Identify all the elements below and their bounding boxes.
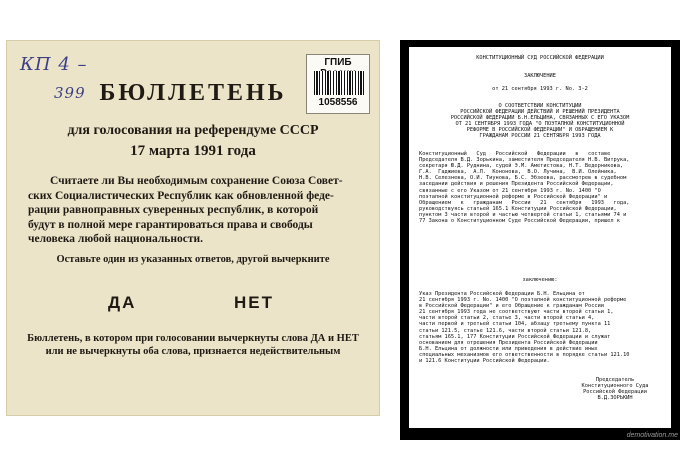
court-document-page [409, 47, 671, 428]
intro-line: пунктом 3 части второй и частью четвертой статьи 1, статьями 74 и [419, 211, 627, 218]
stamp-code: 1058556 [318, 97, 358, 108]
subject-line: РОССИЙСКОЙ ФЕДЕРАЦИИ ДЕЙСТВИЙ И РЕШЕНИЙ ПРЕЗИДЕНТА [460, 109, 620, 116]
document-subject [409, 103, 671, 140]
subject-line: РОССИЙСКОЙ ФЕДЕРАЦИИ Б.Н.ЕЛЬЦИНА, СВЯЗАННЫХ С ЕГО УКАЗОМ [450, 115, 630, 122]
intro-line: Конституционный Суд Российской Федерации в составе [419, 151, 611, 157]
subject-line: РЕФОРМЕ В РОССИЙСКОЙ ФЕДЕРАЦИИ" И ОБРАЩЕНИЕМ К [466, 127, 614, 134]
stamp-title: ГПИБ [324, 57, 352, 68]
handwritten-archive-mark: КП 4 – [20, 54, 88, 75]
intro-line: руководствуясь статьей 165.1 Конституции Российской Федерации, [419, 205, 617, 212]
conclusion-title-text: ЗАКЛЮЧЕНИЕ [524, 73, 556, 79]
intro-line: связанные с его Указом от 21 сентября 1993 г. No. 1400 "О [419, 187, 601, 194]
signature-line: В.Д.ЗОРЬКИН [597, 395, 633, 402]
ballot-subtitle: для голосования на референдуме СССР [67, 123, 319, 138]
subject-line: ГРАЖДАНАМ РОССИИ 21 СЕНТЯБРЯ 1993 ГОДА [479, 133, 601, 140]
body-line: части первой и третьей статьи 104, абзацу третьему пункта 11 [419, 321, 611, 328]
document-number [409, 86, 671, 92]
conclusion-word-text: заключению: [522, 277, 558, 283]
question-line: Считаете ли Вы необходимым сохранение Союза Совет- [50, 175, 343, 187]
intro-line: Председателя В.Д. Зорькина, заместителя Председателя Н.В. Витрука, [419, 157, 630, 164]
referendum-question [28, 174, 358, 247]
intro-line: 77 Закона о Конституционном Суде Российской Федерации, пришел к [419, 218, 620, 225]
signature-line: Российской Федерации [583, 389, 647, 396]
intro-line: Г.А. Гаджиева, А.Л. Кононова, В.О. Лучина, В.И. Олейника, [419, 169, 617, 176]
court-header [409, 55, 671, 61]
intro-line: поэтапной конституционной реформе в Российской Федерации" и [419, 193, 608, 200]
subject-line: О СООТВЕТСТВИИ КОНСТИТУЦИИ [498, 103, 582, 109]
question-line: рации равноправных суверенных республик, в которой [28, 204, 319, 216]
body-line: и 121.6 Конституции Российской Федерации. [419, 358, 550, 365]
body-line: в Российской Федерации" и его Обращение к гражданам России [419, 303, 604, 310]
footnote-line: Бюллетень, в котором при голосовании вычеркнуты слова ДА и НЕТ [27, 333, 359, 344]
handwritten-number: 399 [54, 84, 86, 102]
signature-block [569, 377, 661, 401]
court-document-frame [400, 40, 680, 440]
intro-line: Обращением к гражданам России 21 сентября 1993 года, [419, 199, 630, 206]
footnote-line: или не вычеркнуты оба слова, признается недействительным [45, 346, 341, 357]
answer-yes: ДА [108, 293, 137, 312]
intro-line: Н.В. Селезнева, О.И. Тиунова, Б.С. Эбзеева, рассмотрев в судебном [419, 175, 627, 182]
document-number-text: от 21 сентября 1993 г. No. З-2 [492, 86, 588, 92]
referendum-ballot [6, 40, 380, 416]
conclusion-word [409, 277, 671, 283]
court-header-text: КОНСТИТУЦИОННЫЙ СУД РОССИЙСКОЙ ФЕДЕРАЦИИ [476, 55, 604, 61]
body-line: статьям 165.1, 177 Конституции Российской Федерации и служат [419, 333, 611, 340]
body-line: основанием для отрешения Президента Российской Федерации [419, 339, 598, 346]
watermark: demotivation.me [626, 432, 678, 439]
intro-paragraph [419, 151, 663, 224]
question-line: человека любой национальности. [28, 233, 204, 245]
ballot-instruction: Оставьте один из указанных ответов, другой вычеркните [56, 254, 330, 265]
conclusion-title [409, 73, 671, 79]
conclusion-body [419, 291, 663, 364]
body-line: специальных механизмов его ответственности в порядке статьи 121.10 [419, 351, 630, 358]
signature-line: Председатель [595, 377, 635, 383]
question-line: будут в полной мере гарантироваться права и свободы [28, 218, 313, 231]
body-line: 21 сентября 1993 г. No. 1400 "О поэтапной конституционной реформе [419, 297, 627, 304]
ballot-title: БЮЛЛЕТЕНЬ [99, 80, 287, 106]
body-line: части второй статьи 2, статье 3, части второй статьи 4, [419, 315, 595, 322]
body-line: статьи 121.5, статье 121.6, части второй статьи 121.8, [419, 327, 592, 334]
body-line: Указ Президента Российской Федерации Б.Н. Ельцина от [419, 291, 585, 297]
signature-line: Конституционного Суда [581, 383, 649, 390]
intro-line: заседании действия и решения Президента Российской Федерации, [419, 181, 614, 188]
intro-line: секретаря Ю.Д. Руднина, судей Э.М. Аметистова, Н.Т. Ведерникова, [419, 163, 624, 170]
answer-no: НЕТ [234, 293, 274, 312]
question-line: ских Социалистических Республик как обновленной феде- [28, 189, 334, 202]
subject-line: ОТ 21 СЕНТЯБРЯ 1993 ГОДА "О ПОЭТАПНОЙ КОНСТИТУЦИОННОЙ [455, 121, 625, 128]
ballot-footnote [6, 332, 380, 358]
body-line: Б.Н. Ельцина от должности или приведения в действие иных [419, 345, 598, 352]
body-line: 21 сентября 1993 года не соответствуют части второй статьи 1, [419, 309, 614, 316]
ballot-date: 17 марта 1991 года [130, 143, 256, 159]
